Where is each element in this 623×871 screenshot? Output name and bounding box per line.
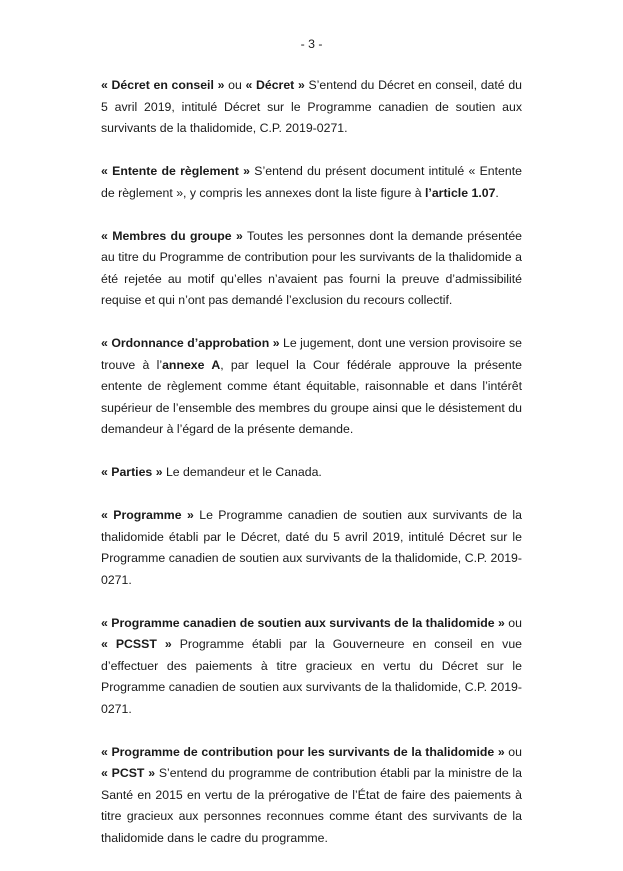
page-number: - 3 - <box>300 37 323 51</box>
connector: ou <box>224 78 246 92</box>
definition-pcst <box>101 742 522 850</box>
connector: ou <box>504 615 522 630</box>
article-reference: l’article 1.07 <box>425 185 496 200</box>
connector: ou <box>504 744 522 759</box>
definition-decret <box>101 75 522 140</box>
defined-term: « Décret en conseil » <box>101 78 225 92</box>
defined-term: « Programme canadien de soutien aux survivants de la thalidomide » <box>101 615 505 630</box>
definition-text: S’entend du présent document intitulé « Entente de règlement », y compris les annexes dont la liste figure à <box>101 164 522 200</box>
definition-entente <box>101 161 522 204</box>
defined-term: « Membres du groupe » <box>101 228 243 243</box>
definition-text: Toutes les personnes dont la demande présentée au titre du Programme de contribution pour les survivants de la thalidomide a été rejetée au motif qu’elles n’avaient pas fourni la preuve d’admissibilité requise et qui n’ont pas demandé l’exclusion du recours collectif. <box>101 228 523 307</box>
definition-text: Le Programme canadien de soutien aux survivants de la thalidomide établi par le Décret, daté du 5 avril 2019, intitulé Décret sur le Programme canadien de soutien aux survivants de la thalidomide, C.P. 2019-0271. <box>101 508 522 587</box>
definition-text: Le demandeur et le Canada. <box>162 465 322 479</box>
annex-reference: annexe A <box>162 357 221 372</box>
defined-term: « Programme de contribution pour les survivants de la thalidomide » <box>101 744 505 759</box>
defined-term: « Ordonnance d’approbation » <box>101 336 280 350</box>
definition-membres <box>101 226 522 312</box>
definition-programme <box>101 505 522 591</box>
definition-parties <box>101 462 522 484</box>
definition-text: S’entend du Décret en conseil, daté du 5 avril 2019, intitulé Décret sur le Programme canadien de soutien aux survivants de la thalidomide, C.P. 2019-0271. <box>101 78 522 135</box>
definition-text: Le jugement, dont une version provisoire se trouve à l’ <box>101 336 522 372</box>
defined-term: « PCSST » <box>101 637 172 651</box>
defined-term: « Parties » <box>101 465 163 479</box>
definition-ordonnance <box>101 333 522 441</box>
definition-text: Programme établi par la Gouverneure en conseil en vue d’effectuer des paiements à titre gracieux en vertu du Décret sur le Programme canadien de soutien aux survivants de la thalidomide, C.P. 2019-0271. <box>101 637 522 716</box>
definition-text: , par lequel la Cour fédérale approuve la présente entente de règlement comme étant équitable, raisonnable et dans l’intérêt supérieur de l’ensemble des membres du groupe ainsi que le désistement du demandeur à l’égard de la présente demande. <box>101 357 522 436</box>
defined-term: « Entente de règlement » <box>101 164 251 178</box>
document-body <box>101 75 522 871</box>
defined-term: « Décret » <box>245 78 305 92</box>
defined-term: « PCST » <box>101 766 156 780</box>
definition-pcsst <box>101 613 522 721</box>
definition-text: . <box>495 185 499 200</box>
definition-text: S’entend du programme de contribution établi par la ministre de la Santé en 2015 en vertu de la prérogative de l’État de faire des paiements à titre gracieux aux personnes reconnues comme étant des survivants de la thalidomide dans le cadre du programme. <box>101 766 523 845</box>
defined-term: « Programme » <box>101 508 194 522</box>
